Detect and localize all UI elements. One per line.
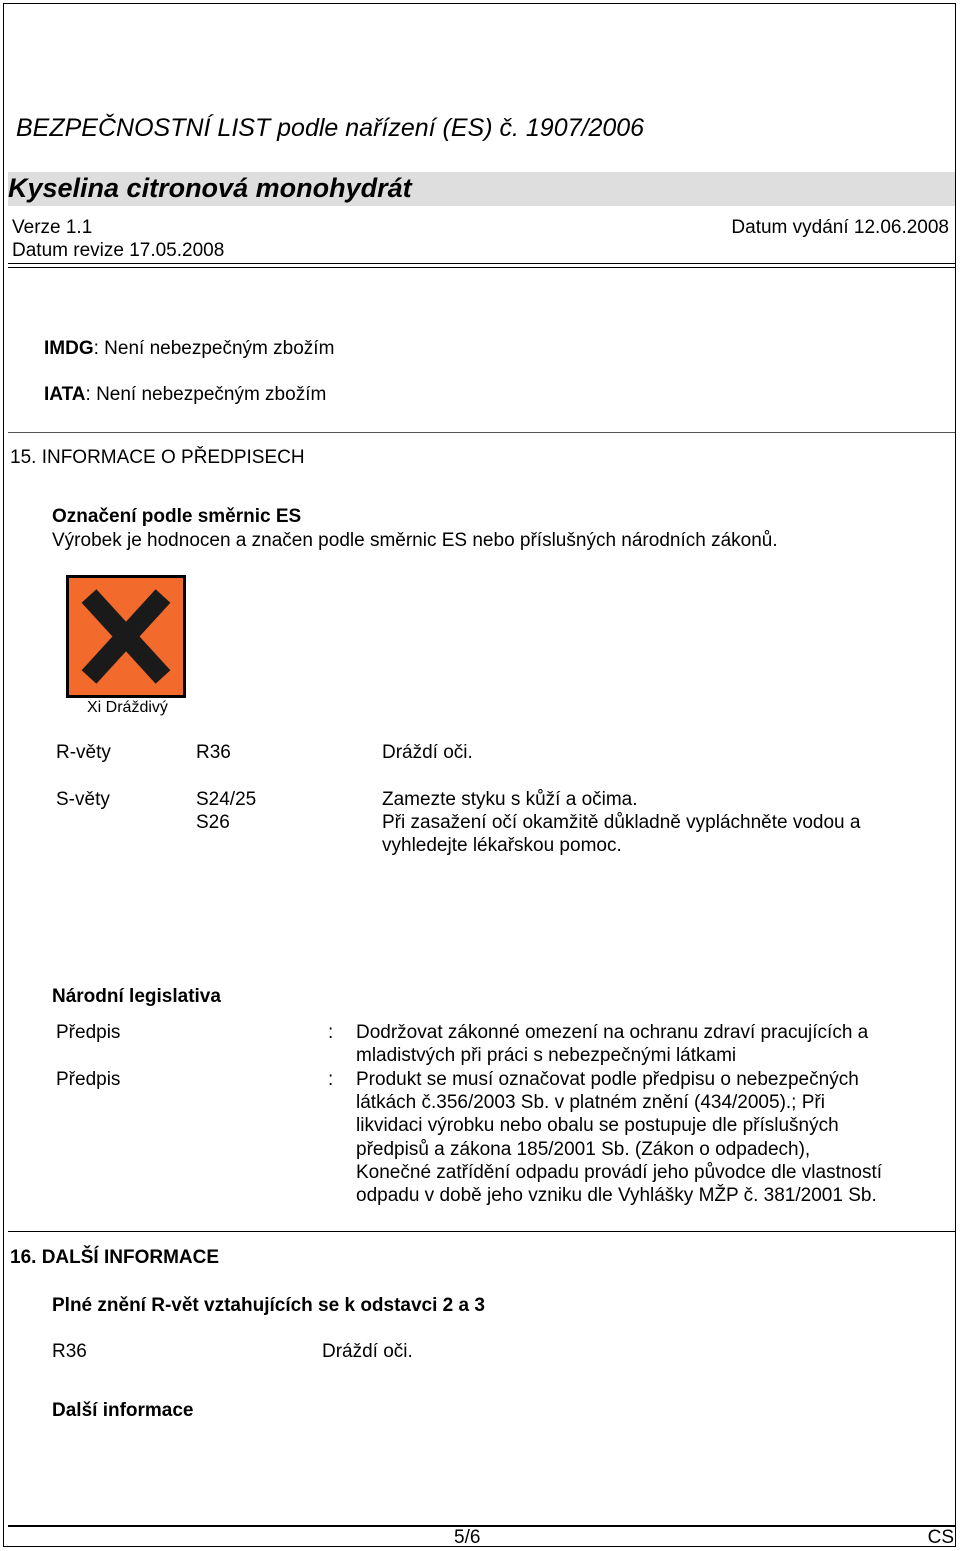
footer-rule [8, 1525, 955, 1527]
header-rule [8, 263, 955, 264]
regulation-2-line-3: likvidaci výrobku nebo obalu se postupuje dle příslušných [356, 1115, 839, 1136]
regulation-2-line-2: látkách č.356/2003 Sb. v platném znění (434/2005).; Při [356, 1092, 825, 1113]
s-text-1: Zamezte styku s kůží a očima. [382, 789, 638, 810]
full-text-heading: Plné znění R-vět vztahujících se k odstavci 2 a 3 [52, 1295, 485, 1316]
language-code: CS [927, 1527, 954, 1548]
r-code: R36 [196, 742, 231, 763]
iata-row [44, 384, 326, 406]
s-text-2-line-2: vyhledejte lékařskou pomoc. [382, 835, 622, 856]
regulation-1-line-1: Dodržovat zákonné omezení na ochranu zdraví pracujících a [356, 1022, 869, 1043]
r-text: Dráždí oči. [382, 742, 473, 763]
version: Verze 1.1 [12, 217, 93, 238]
national-legislation-heading: Národní legislativa [52, 986, 221, 1007]
page-number: 5/6 [454, 1527, 481, 1548]
iata-label: IATA [44, 384, 86, 405]
regulation-2-line-6: odpadu v době jeho vzniku dle Vyhlášky MŽP č. 381/2001 Sb. [356, 1185, 877, 1206]
revision-date: Datum revize 17.05.2008 [12, 240, 225, 261]
eu-label-text: Výrobek je hodnocen a značen podle směrnic ES nebo příslušných národních zákonů. [52, 530, 778, 551]
s-text-2-line-1: Při zasažení očí okamžitě důkladně vypláchněte vodou a [382, 812, 861, 833]
product-name: Kyselina citronová monohydrát [8, 173, 412, 203]
imdg-label: IMDG [44, 338, 94, 359]
r-text-full: Dráždí oči. [322, 1341, 413, 1362]
regulation-2-line-1: Produkt se musí označovat podle předpisu o nebezpečných [356, 1069, 859, 1090]
regulation-1-label: Předpis [56, 1022, 121, 1043]
regulation-2-label: Předpis [56, 1069, 121, 1090]
regulation-1-colon: : [328, 1022, 334, 1043]
s-code-2: S26 [196, 812, 230, 833]
s-code-1: S24/25 [196, 789, 257, 810]
section-divider [8, 432, 955, 433]
regulation-2-line-4: předpisů a zákona 185/2001 Sb. (Zákon o odpadech), [356, 1139, 811, 1160]
symbol-caption: Xi Dráždivý [87, 699, 168, 716]
regulation-2-line-5: Konečné zatřídění odpadu provádí jeho původce dle vlastností [356, 1162, 883, 1183]
regulation-1-line-2: mladistvých při práci s nebezpečnými látkami [356, 1045, 737, 1066]
irritant-x-icon [66, 575, 186, 698]
issue-date: Datum vydání 12.06.2008 [731, 217, 949, 238]
section-15-heading: 15. INFORMACE O PŘEDPISECH [10, 447, 305, 468]
s-phrases-label: S-věty [56, 789, 110, 810]
imdg-value: : Není nebezpečným zbožím [93, 338, 335, 359]
section-16-heading: 16. DALŠÍ INFORMACE [10, 1247, 220, 1268]
r-phrases-label: R-věty [56, 742, 111, 763]
document-title: BEZPEČNOSTNÍ LIST podle nařízení (ES) č. 1907/2006 [16, 114, 645, 142]
iata-value: : Není nebezpečným zbožím [85, 384, 327, 405]
section-divider [8, 1231, 955, 1232]
r-code-full: R36 [52, 1341, 87, 1362]
regulation-2-colon: : [328, 1069, 334, 1090]
other-info-heading: Další informace [52, 1400, 194, 1421]
eu-label-heading: Označení podle směrnic ES [52, 506, 302, 527]
imdg-row [44, 338, 334, 360]
header-rule-thin [8, 267, 955, 268]
